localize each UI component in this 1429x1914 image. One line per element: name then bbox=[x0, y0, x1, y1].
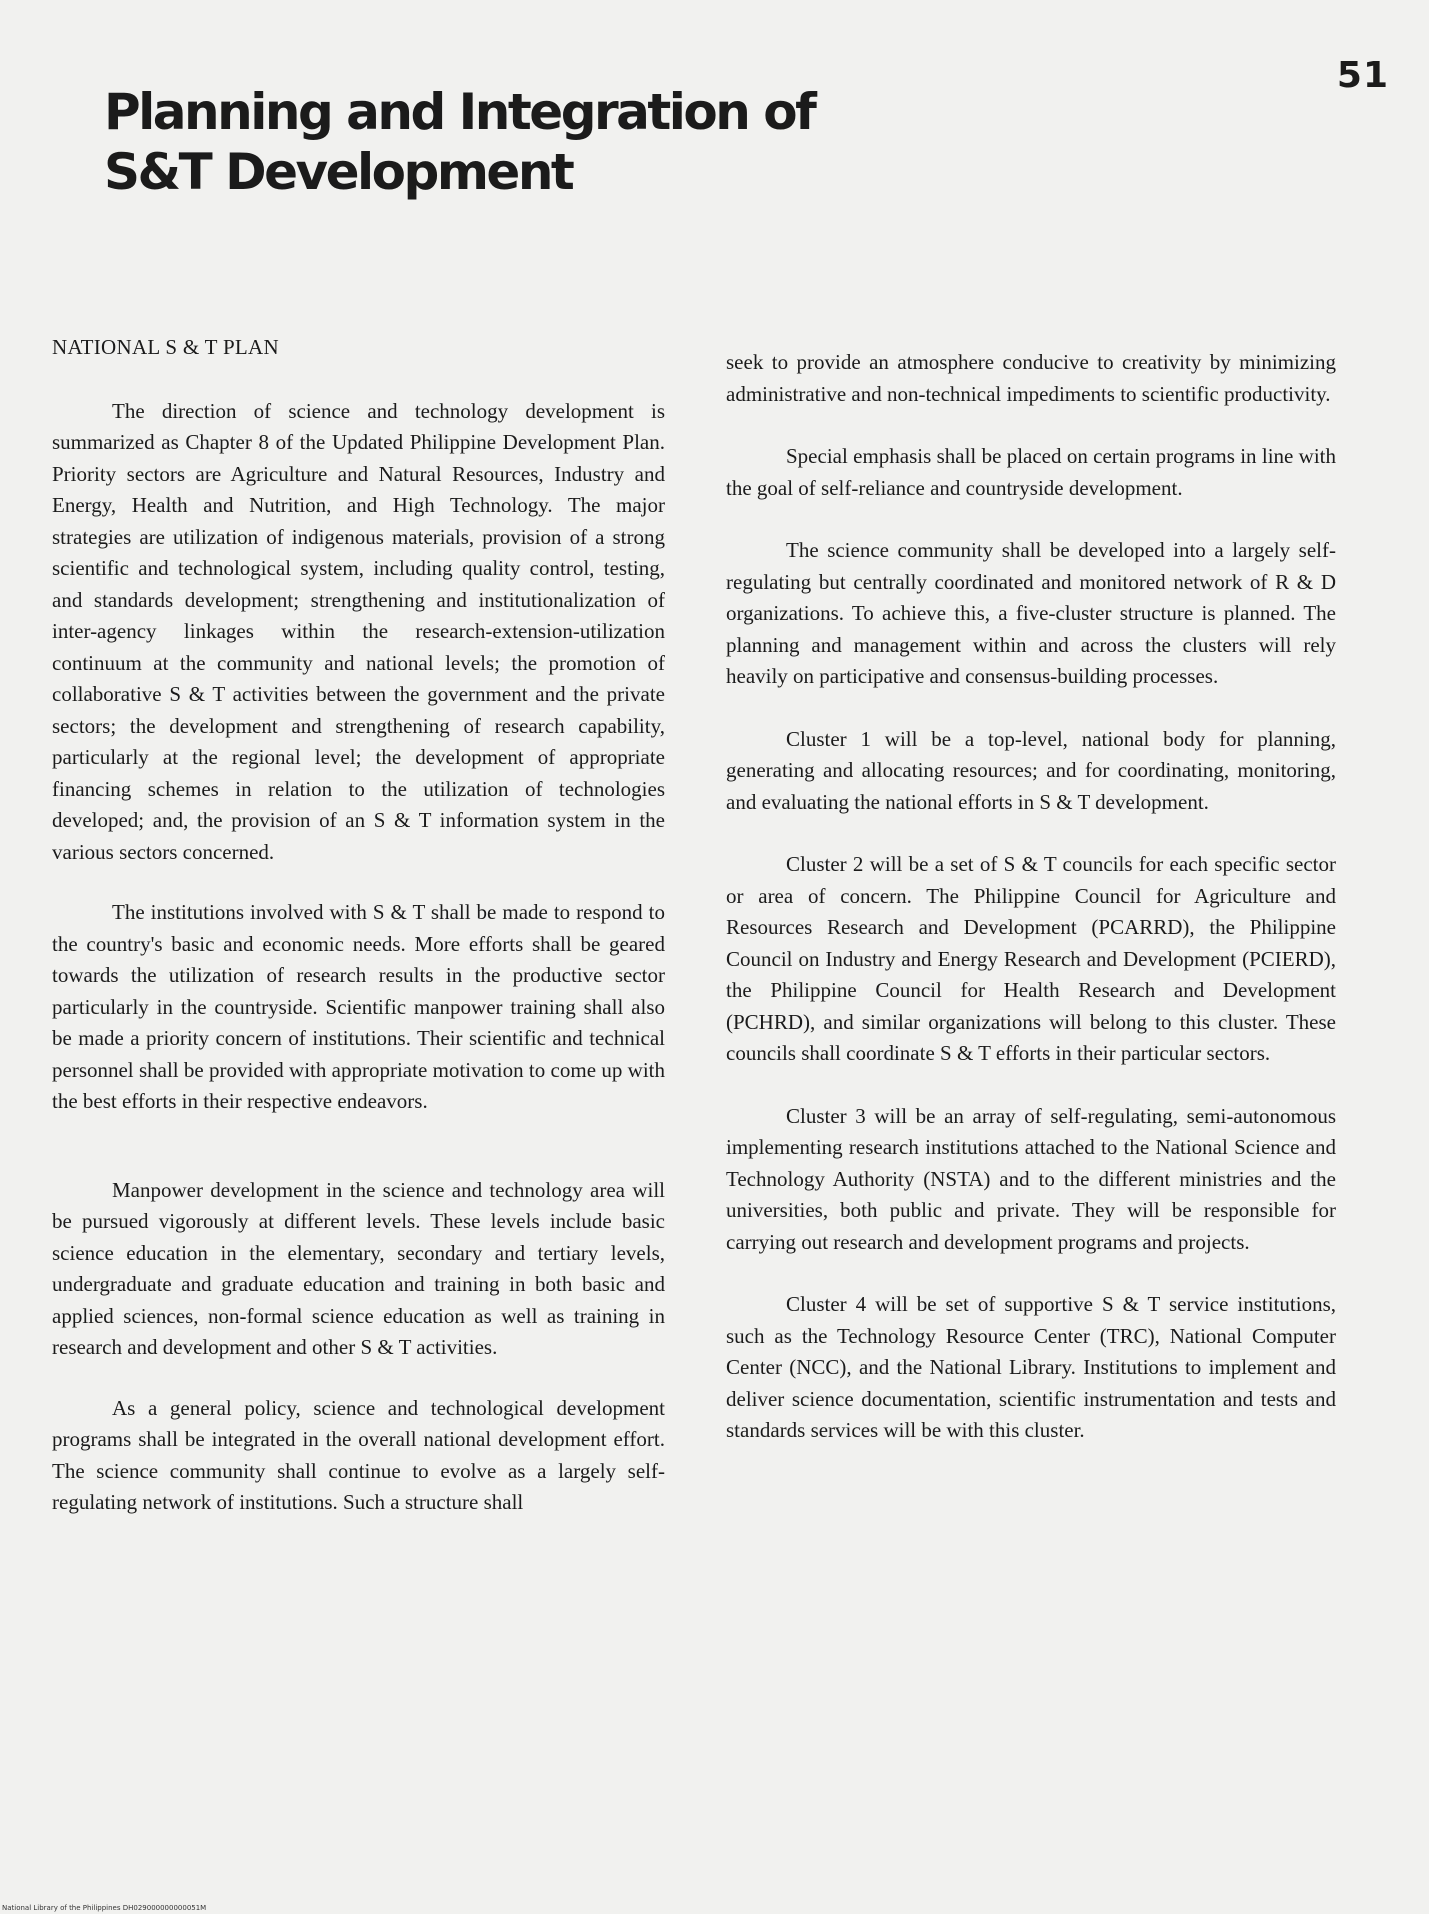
page-title bbox=[104, 82, 1004, 202]
title-line-1: Planning and Integration of bbox=[104, 83, 815, 141]
left-column bbox=[52, 332, 665, 1548]
section-heading: NATIONAL S & T PLAN bbox=[52, 335, 279, 359]
paragraph: As a general policy, science and technological development programs shall be integrated in the overall national development effort. The science community shall continue to evolve as a largely self-regulating network of institutions. Such a structure shall bbox=[52, 1395, 665, 1514]
right-column bbox=[726, 347, 1336, 1478]
paragraph: seek to provide an atmosphere conducive to creativity by minimizing administrative and non-technical impediments to scientific productivity. bbox=[726, 350, 1336, 406]
paragraph: The science community shall be developed into a largely self-regulating but centrally coordinated and monitored network of R & D organizations. To achieve this, a five-cluster structure is planned. The planning and management within and across the clusters will rely heavily on participative and consensus-building processes. bbox=[726, 538, 1336, 688]
paragraph: Manpower development in the science and technology area will be pursued vigorously at different levels. These levels include basic science education in the elementary, secondary and tertiary levels, undergraduate and graduate education and training in both basic and applied sciences, non-formal science education as well as training in research and development and other S & T activities. bbox=[52, 1177, 665, 1359]
paragraph: The institutions involved with S & T shall be made to respond to the country's basic and economic needs. More efforts shall be geared towards the utilization of research results in the productive sector particularly in the countryside. Scientific manpower training shall also be made a priority concern of institutions. Their scientific and technical personnel shall be provided with appropriate motivation to come up with the best efforts in their respective endeavors. bbox=[52, 900, 665, 1113]
page-number: 51 bbox=[1336, 55, 1389, 96]
title-line-2: S&T Development bbox=[104, 143, 573, 201]
paragraph: Cluster 1 will be a top-level, national body for planning, generating and allocating resources; and for coordinating, monitoring, and evaluating the national efforts in S & T development. bbox=[726, 726, 1336, 814]
footer-note: National Library of the Philippines DH029000000000051M bbox=[2, 1904, 207, 1912]
paragraph: Special emphasis shall be placed on certain programs in line with the goal of self-reliance and countryside development. bbox=[726, 444, 1336, 500]
paragraph: Cluster 3 will be an array of self-regulating, semi-autonomous implementing research institutions attached to the National Science and Technology Authority (NSTA) and to the different ministries and the universities, both public and private. They will be responsible for carrying out research and development programs and projects. bbox=[726, 1103, 1336, 1254]
paragraph: The direction of science and technology development is summarized as Chapter 8 of the Updated Philippine Development Plan. Priority sectors are Agriculture and Natural Resources, Industry and Energy, Health and Nutrition, and High Technology. The major strategies are utilization of indigenous materials, provision of a strong scientific and technological system, including quality control, testing, and standards development; strengthening and institutionalization of inter-agency linkages within the research-extension-utilization continuum at the community and national levels; the promotion of collaborative S & T activities between the government and the private sectors; the development and strengthening of research capability, particularly at the regional level; the development of appropriate financing schemes in relation to the utilization of technologies developed; and, the provision of an S & T information system in the various sectors concerned. bbox=[52, 398, 665, 864]
paragraph: Cluster 2 will be a set of S & T councils for each specific sector or area of concern. The Philippine Council for Agriculture and Resources Research and Development (PCARRD), the Philippine Council on Industry and Energy Research and Development (PCIERD), the Philippine Council for Health Research and Development (PCHRD), and similar organizations will belong to this cluster. These councils shall coordinate S & T efforts in their particular sectors. bbox=[726, 852, 1336, 1065]
paragraph: Cluster 4 will be set of supportive S & T service institutions, such as the Technology Resource Center (TRC), National Computer Center (NCC), and the National Library. Institutions to implement and deliver science documentation, scientific instrumentation and tests and standards services will be with this cluster. bbox=[726, 1292, 1336, 1442]
